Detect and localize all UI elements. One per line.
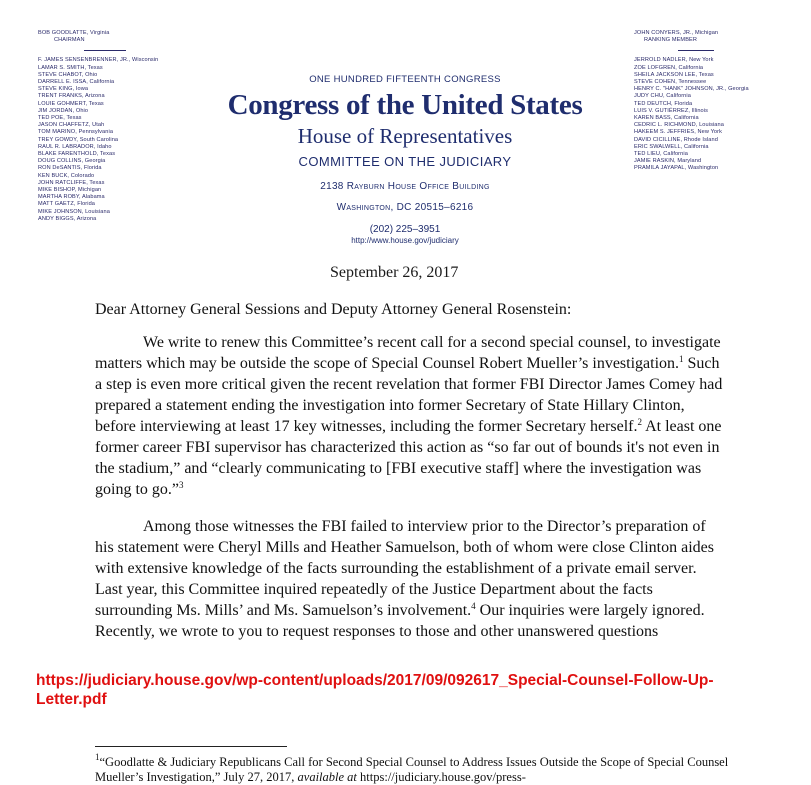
- majority-roster: [38, 30, 208, 223]
- majority-member: F. JAMES SENSENBRENNER, JR., Wisconsin: [38, 57, 159, 64]
- majority-member: JASON CHAFFETZ, Utah: [38, 122, 105, 129]
- minority-member: ERIC SWALWELL, California: [634, 143, 709, 150]
- footnote-link[interactable]: https://judiciary.house.gov/press-: [360, 770, 526, 784]
- footnote-1: [95, 752, 735, 785]
- footnote-text: “Goodlatte & Judiciary Republicans Call for Second Special Counsel to Address Issues Outside the Scope of Special Counsel Mueller’s Investigation,” July 27, 2017,: [95, 755, 729, 784]
- minority-member: LUIS V. GUTIÉRREZ, Illinois: [634, 107, 708, 114]
- majority-member: STEVE KING, Iowa: [38, 86, 89, 93]
- address-line-1: 2138 Rayburn House Office Building: [320, 181, 490, 192]
- source-url-link[interactable]: https://judiciary.house.gov/wp-content/uploads/2017/09/092617_Special-Counsel-Follow-Up-Letter.pdf: [36, 672, 714, 708]
- congress-number: ONE HUNDRED FIFTEENTH CONGRESS: [309, 74, 501, 85]
- minority-member: TED DEUTCH, Florida: [634, 100, 693, 107]
- minority-member: JUDY CHU, California: [634, 93, 691, 100]
- congress-title: Congress of the United States: [227, 89, 583, 121]
- paragraph-2-sentence-a: Among those witnesses the FBI failed to interview prior to the Director’s preparation of his statement were Cheryl Mills and Heather Samuelson, both of whom were close Clinton aides with extensive knowledge of the facts surrounding the establishment of a private email server. Last year, this Committee inquired repeatedly of the Justice Department about the facts surrounding Ms. Mills’ and Ms. Samuelson’s involvement.: [95, 518, 714, 619]
- minority-member: JERROLD NADLER, New York: [634, 57, 714, 64]
- majority-member: JOHN RATCLIFFE, Texas: [38, 179, 105, 186]
- paragraph-1: [95, 332, 725, 500]
- majority-member: ANDY BIGGS, Arizona: [38, 215, 97, 222]
- minority-member: SHEILA JACKSON LEE, Texas: [634, 71, 714, 78]
- house-title: House of Representatives: [297, 124, 513, 148]
- majority-member: TREY GOWDY, South Carolina: [38, 136, 119, 143]
- minority-member: ZOE LOFGREN, California: [634, 64, 704, 71]
- majority-member: TED POE, Texas: [38, 115, 82, 122]
- chairman-name: BOB GOODLATTE, Virginia: [38, 30, 110, 36]
- footnote-ref-3: 3: [179, 480, 184, 490]
- footnote-divider: [95, 746, 287, 747]
- address-line-2: Washington, DC 20515–6216: [336, 202, 474, 213]
- paragraph-2: [95, 516, 725, 642]
- majority-member: BLAKE FARENTHOLD, Texas: [38, 151, 116, 158]
- footnote-ref-1: 1: [679, 354, 684, 364]
- majority-member: LOUIE GOHMERT, Texas: [38, 100, 104, 107]
- minority-member: TED LIEU, California: [634, 151, 688, 158]
- majority-member: RAUL R. LABRADOR, Idaho: [38, 143, 112, 150]
- majority-member: KEN BUCK, Colorado: [38, 172, 95, 179]
- majority-member-list: [38, 57, 208, 223]
- committee-website-link[interactable]: http://www.house.gov/judiciary: [351, 236, 459, 245]
- majority-member: RON DeSANTIS, Florida: [38, 165, 102, 172]
- minority-member: CEDRIC L. RICHMOND, Louisiana: [634, 122, 724, 129]
- minority-member-list: [634, 57, 804, 172]
- minority-member: HAKEEM S. JEFFRIES, New York: [634, 129, 722, 136]
- majority-member: MIKE BISHOP, Michigan: [38, 187, 102, 194]
- minority-member: STEVE COHEN, Tennessee: [634, 79, 707, 86]
- ranking-member-name: JOHN CONYERS, JR., Michigan: [634, 30, 719, 36]
- majority-member: TRENT FRANKS, Arizona: [38, 93, 105, 100]
- minority-member: KAREN BASS, California: [634, 115, 699, 122]
- majority-member: MARTHA ROBY, Alabama: [38, 194, 105, 201]
- chairman-title: CHAIRMAN: [54, 37, 85, 44]
- paragraph-1-sentence-c: At least one former career FBI supervisor has characterized this action as “so far out of bounds it's not even in the stadium,” and “clearly communicating to [FBI executive staff] where the investigation was going to go.”: [95, 418, 722, 498]
- minority-member: DAVID CICILLINE, Rhode Island: [634, 136, 718, 143]
- minority-member: PRAMILA JAYAPAL, Washington: [634, 165, 719, 172]
- roster-divider: [678, 50, 714, 51]
- majority-member: LAMAR S. SMITH, Texas: [38, 64, 103, 71]
- letter-date: September 26, 2017: [330, 264, 459, 281]
- minority-member: HENRY C. "HANK" JOHNSON, JR., Georgia: [634, 86, 749, 93]
- minority-roster: [634, 30, 804, 173]
- paragraph-2-sentence-b: Our inquiries were largely ignored. Recently, we wrote to you to request responses to those and other unanswered questions: [95, 602, 705, 640]
- majority-member: TOM MARINO, Pennsylvania: [38, 129, 114, 136]
- majority-member: MIKE JOHNSON, Louisiana: [38, 208, 110, 215]
- phone-number: (202) 225–3951: [369, 224, 441, 235]
- salutation: Dear Attorney General Sessions and Deputy Attorney General Rosenstein:: [95, 301, 572, 318]
- paragraph-1-sentence-b: Such a step is even more critical given the recent revelation that former FBI Director James Comey had prepared a statement ending the investigation into former Secretary of State Hillary Clinton, before interviewing at least 17 key witnesses, including the former Secretary herself.: [95, 355, 723, 435]
- majority-member: DARRELL E. ISSA, California: [38, 79, 115, 86]
- ranking-member-title: RANKING MEMBER: [644, 37, 697, 44]
- committee-name: COMMITTEE ON THE JUDICIARY: [298, 154, 512, 169]
- footnote-ref-4: 4: [471, 601, 476, 611]
- footnote-ref-2: 2: [637, 417, 642, 427]
- majority-member: MATT GAETZ, Florida: [38, 201, 96, 208]
- majority-member: STEVE CHABOT, Ohio: [38, 71, 98, 78]
- majority-member: JIM JORDAN, Ohio: [38, 107, 89, 114]
- paragraph-1-sentence-a: We write to renew this Committee’s recent call for a second special counsel, to investigate matters which may be outside the scope of Special Counsel Robert Mueller’s investigation.: [95, 334, 721, 372]
- majority-member: DOUG COLLINS, Georgia: [38, 158, 106, 165]
- roster-divider: [84, 50, 126, 51]
- footnote-available-at: available at: [297, 770, 357, 784]
- footnote-number: 1: [95, 752, 100, 762]
- minority-member: JAMIE RASKIN, Maryland: [634, 158, 702, 165]
